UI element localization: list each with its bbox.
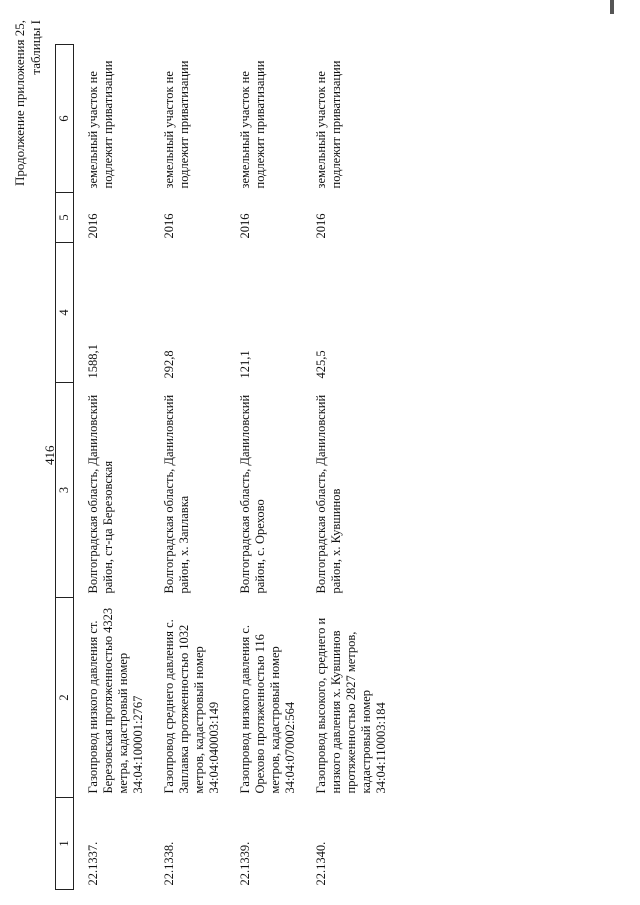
table-row bbox=[74, 45, 149, 890]
continuation-line-1: Продолжение приложения 25, bbox=[12, 20, 27, 187]
continuation-line-2: таблицы I bbox=[28, 20, 43, 75]
column-header-2: 2 bbox=[56, 598, 74, 798]
continuation-header bbox=[12, 20, 44, 225]
column-header-1: 1 bbox=[56, 798, 74, 890]
object-value: 292,8 bbox=[162, 350, 176, 379]
object-year: 2016 bbox=[162, 213, 176, 239]
object-note: земельный участок не подлежит приватизации bbox=[86, 60, 115, 189]
column-header-5: 5 bbox=[56, 193, 74, 243]
row-number: 22.1337. bbox=[86, 841, 100, 886]
object-value: 121,1 bbox=[238, 350, 252, 379]
table-row bbox=[224, 45, 300, 890]
row-number: 22.1339. bbox=[238, 841, 252, 886]
page-number: 416 bbox=[42, 445, 57, 465]
object-note: земельный участок не подлежит приватизации bbox=[162, 60, 191, 189]
object-note: земельный участок не подлежит приватизации bbox=[238, 60, 267, 189]
column-header-6: 6 bbox=[56, 45, 74, 193]
object-note: земельный участок не подлежит приватизации bbox=[314, 60, 343, 189]
object-year: 2016 bbox=[238, 213, 252, 239]
object-year: 2016 bbox=[314, 213, 328, 239]
table-row bbox=[300, 45, 391, 890]
table-row bbox=[148, 45, 224, 890]
object-name: Газопровод высокого, среднего и низкого давления х. Кувшинов протяженностью 2827 метров, кадастровый номер 34:04:110003:184 bbox=[314, 617, 388, 794]
row-number: 22.1340. bbox=[314, 841, 328, 886]
column-header-row bbox=[56, 45, 74, 890]
object-name: Газопровод среднего давления с. Заплавка протяженностью 1032 метров, кадастровый номер 34:04:040003:149 bbox=[162, 619, 221, 794]
object-address: Волгоградская область, Даниловский район, с. Орехово bbox=[238, 394, 267, 594]
property-table bbox=[55, 44, 391, 890]
column-header-4: 4 bbox=[56, 243, 74, 383]
object-address: Волгоградская область, Даниловский район, х. Кувшинов bbox=[314, 394, 343, 594]
object-value: 1588,1 bbox=[86, 344, 100, 379]
object-address: Волгоградская область, Даниловский район, х. Заплавка bbox=[162, 394, 191, 594]
column-header-3: 3 bbox=[56, 383, 74, 598]
object-address: Волгоградская область, Даниловский район, ст-ца Березовская bbox=[86, 394, 115, 594]
object-name: Газопровод низкого давления ст. Березовская протяженностью 4323 метра, кадастровый номер 34:04:100001:2767 bbox=[86, 607, 145, 794]
row-number: 22.1338. bbox=[162, 841, 176, 886]
object-value: 425,5 bbox=[314, 350, 328, 379]
object-name: Газопровод низкого давления с. Орехово протяженностью 116 метров, кадастровый номер 34:04:070002:564 bbox=[238, 624, 297, 794]
object-year: 2016 bbox=[86, 213, 100, 239]
